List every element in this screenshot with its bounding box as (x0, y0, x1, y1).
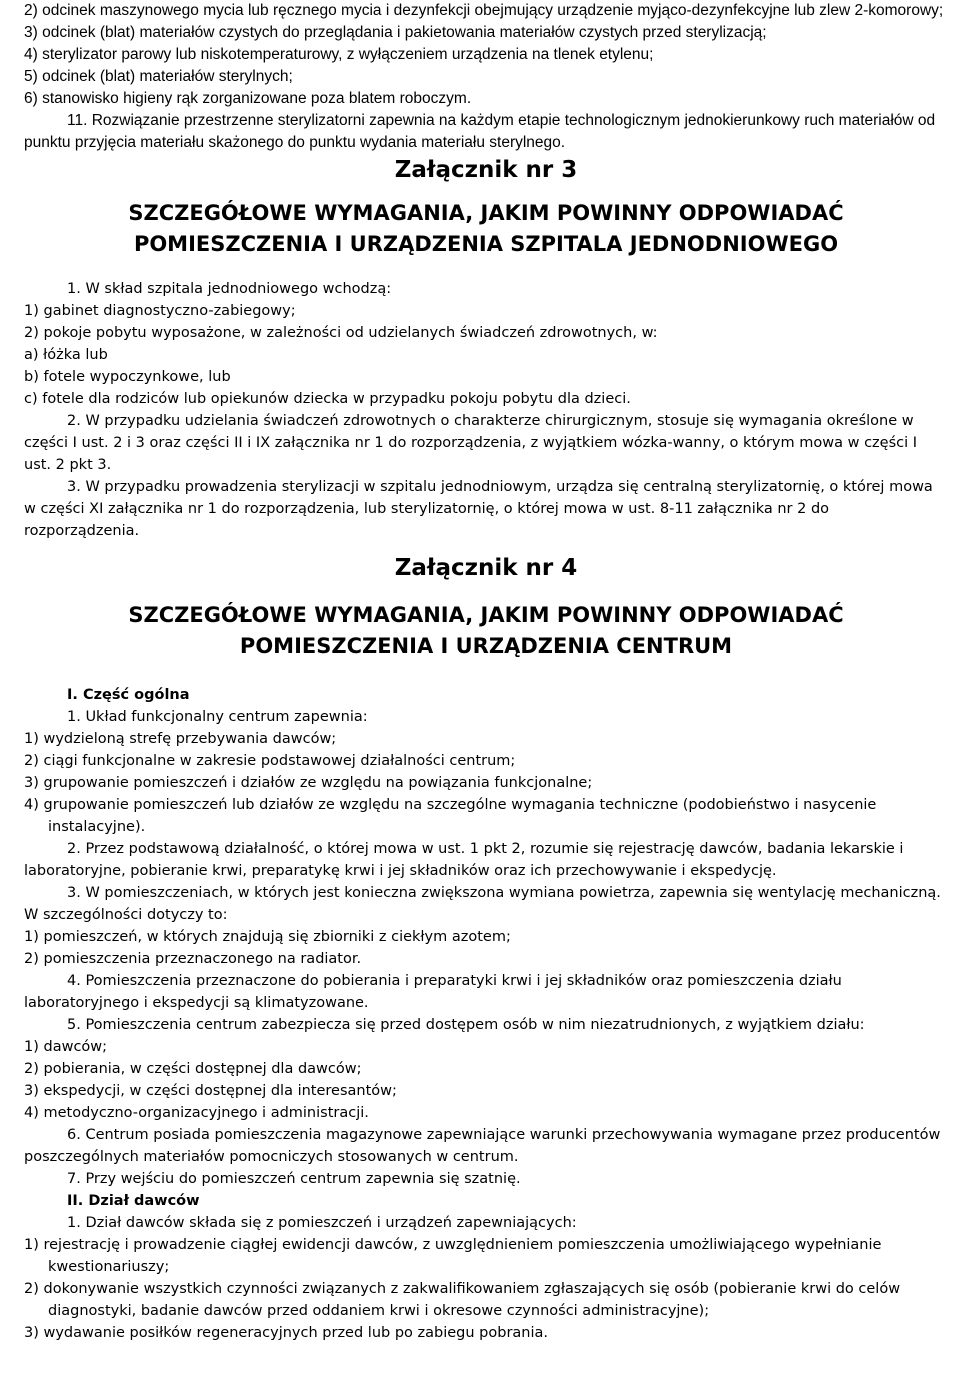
paragraph: 3. W pomieszczeniach, w których jest konieczna zwiększona wymiana powietrza, zapewnia się wentylację mechaniczną. W szczególności dotyczy to: (24, 885, 941, 923)
list-item: 1) gabinet diagnostyczno-zabiegowy; (24, 303, 296, 319)
annex-3-heading-line1: SZCZEGÓŁOWE WYMAGANIA, JAKIM POWINNY ODPOWIADAĆ (128, 201, 844, 225)
annex-4-heading-line2: POMIESZCZENIA I URZĄDZENIA CENTRUM (239, 634, 733, 658)
list-item: 2) pobierania, w części dostępnej dla dawców; (24, 1061, 362, 1077)
list-item: 2) odcinek maszynowego mycia lub ręcznego mycia i dezynfekcji obejmujący urządzenie myjąco-dezynfekcyjne lub zlew 2-komorowy; (24, 2, 944, 19)
list-item: 2) pomieszczenia przeznaczonego na radiator. (24, 951, 362, 967)
list-item: 4) metodyczno-organizacyjnego i administracji. (24, 1105, 369, 1121)
annex-4-title: Załącznik nr 4 (394, 555, 578, 581)
sterilization-list (24, 0, 948, 154)
list-item: a) łóżka lub (24, 347, 108, 363)
list-item: 2) dokonywanie wszystkich czynności związanych z zakwalifikowaniem zgłaszających się osób (pobieranie krwi do celów diagnostyki, badanie dawców przed oddaniem krwi i okresowe czynności administracyjne); (24, 1281, 901, 1319)
list-item: 1) rejestrację i prowadzenie ciągłej ewidencji dawców, z uwzględnieniem pomieszczenia umożliwiającego wypełnianie kwestionariuszy; (24, 1237, 882, 1275)
list-item: 3) grupowanie pomieszczeń i działów ze względu na powiązania funkcjonalne; (24, 775, 593, 791)
paragraph: 11. Rozwiązanie przestrzenne sterylizatorni zapewnia na każdym etapie technologicznym jednokierunkowy ruch materiałów od punktu przyjęcia materiału skażonego do punktu wydania materiału sterylnego. (24, 112, 936, 151)
list-item: 2) pokoje pobytu wyposażone, w zależności od udzielanych świadczeń zdrowotnych, w: (24, 325, 658, 341)
list-item: 1) dawców; (24, 1039, 108, 1055)
paragraph: 3. W przypadku prowadzenia sterylizacji w szpitalu jednodniowym, urządza się centralną sterylizatornię, o której mowa w części XI załącznika nr 1 do rozporządzenia, lub sterylizatornię, o której mowa w ust. 8-11 załącznika nr 2 do rozporządzenia. (24, 479, 933, 539)
list-item: 4) grupowanie pomieszczeń lub działów ze względu na szczególne wymagania techniczne (podobieństwo i nasycenie instalacyjne). (24, 797, 877, 835)
annex-3-body (24, 278, 948, 542)
list-item: 6) stanowisko higieny rąk zorganizowane poza blatem roboczym. (24, 90, 472, 107)
paragraph: 6. Centrum posiada pomieszczenia magazynowe zapewniające warunki przechowywania wymagane przez producentów poszczególnych materiałów pomocniczych stosowanych w centrum. (24, 1127, 941, 1165)
paragraph: 1. Układ funkcjonalny centrum zapewnia: (67, 709, 368, 725)
annex-3-heading-line2: POMIESZCZENIA I URZĄDZENIA SZPITALA JEDNODNIOWEGO (133, 232, 839, 256)
list-item: 2) ciągi funkcjonalne w zakresie podstawowej działalności centrum; (24, 753, 516, 769)
paragraph: 4. Pomieszczenia przeznaczone do pobierania i preparatyki krwi i jej składników oraz pomieszczenia działu laboratoryjnego i ekspedycji są klimatyzowane. (24, 973, 842, 1011)
annex-4-heading-line1: SZCZEGÓŁOWE WYMAGANIA, JAKIM POWINNY ODPOWIADAĆ (128, 603, 844, 627)
paragraph: 1. Dział dawców składa się z pomieszczeń i urządzeń zapewniających: (67, 1215, 577, 1231)
annex-4-body (24, 684, 948, 1344)
list-item: 1) pomieszczeń, w których znajdują się zbiorniki z ciekłym azotem; (24, 929, 511, 945)
paragraph: 5. Pomieszczenia centrum zabezpiecza się przed dostępem osób w nim niezatrudnionych, z wyjątkiem działu: (67, 1017, 865, 1033)
list-item: c) fotele dla rodziców lub opiekunów dziecka w przypadku pokoju pobytu dla dzieci. (24, 391, 631, 407)
paragraph: 7. Przy wejściu do pomieszczeń centrum zapewnia się szatnię. (67, 1171, 521, 1187)
list-item: b) fotele wypoczynkowe, lub (24, 369, 231, 385)
annex-3-title: Załącznik nr 3 (394, 157, 578, 183)
paragraph: 2. Przez podstawową działalność, o której mowa w ust. 1 pkt 2, rozumie się rejestrację dawców, badania lekarskie i laboratoryjne, pobieranie krwi, preparatykę krwi i jej składników oraz ich przechowywanie i ekspedycję. (24, 841, 904, 879)
list-item: 4) sterylizator parowy lub niskotemperaturowy, z wyłączeniem urządzenia na tlenek etylenu; (24, 46, 654, 63)
list-item: 1) wydzieloną strefę przebywania dawców; (24, 731, 337, 747)
list-item: 3) ekspedycji, w części dostępnej dla interesantów; (24, 1083, 397, 1099)
section-heading: I. Część ogólna (67, 687, 190, 703)
list-item: 3) odcinek (blat) materiałów czystych do przeglądania i pakietowania materiałów czystych przed sterylizacją; (24, 24, 767, 41)
list-item: 3) wydawanie posiłków regeneracyjnych przed lub po zabiegu pobrania. (24, 1325, 549, 1341)
list-item: 5) odcinek (blat) materiałów sterylnych; (24, 68, 293, 85)
paragraph: 2. W przypadku udzielania świadczeń zdrowotnych o charakterze chirurgicznym, stosuje się wymagania określone w części I ust. 2 i 3 oraz części II i IX załącznika nr 1 do rozporządzenia, z wyjątkiem wózka-wanny, o którym mowa w części I ust. 2 pkt 3. (24, 413, 918, 473)
paragraph: 1. W skład szpitala jednodniowego wchodzą: (67, 281, 392, 297)
section-heading: II. Dział dawców (67, 1193, 200, 1209)
